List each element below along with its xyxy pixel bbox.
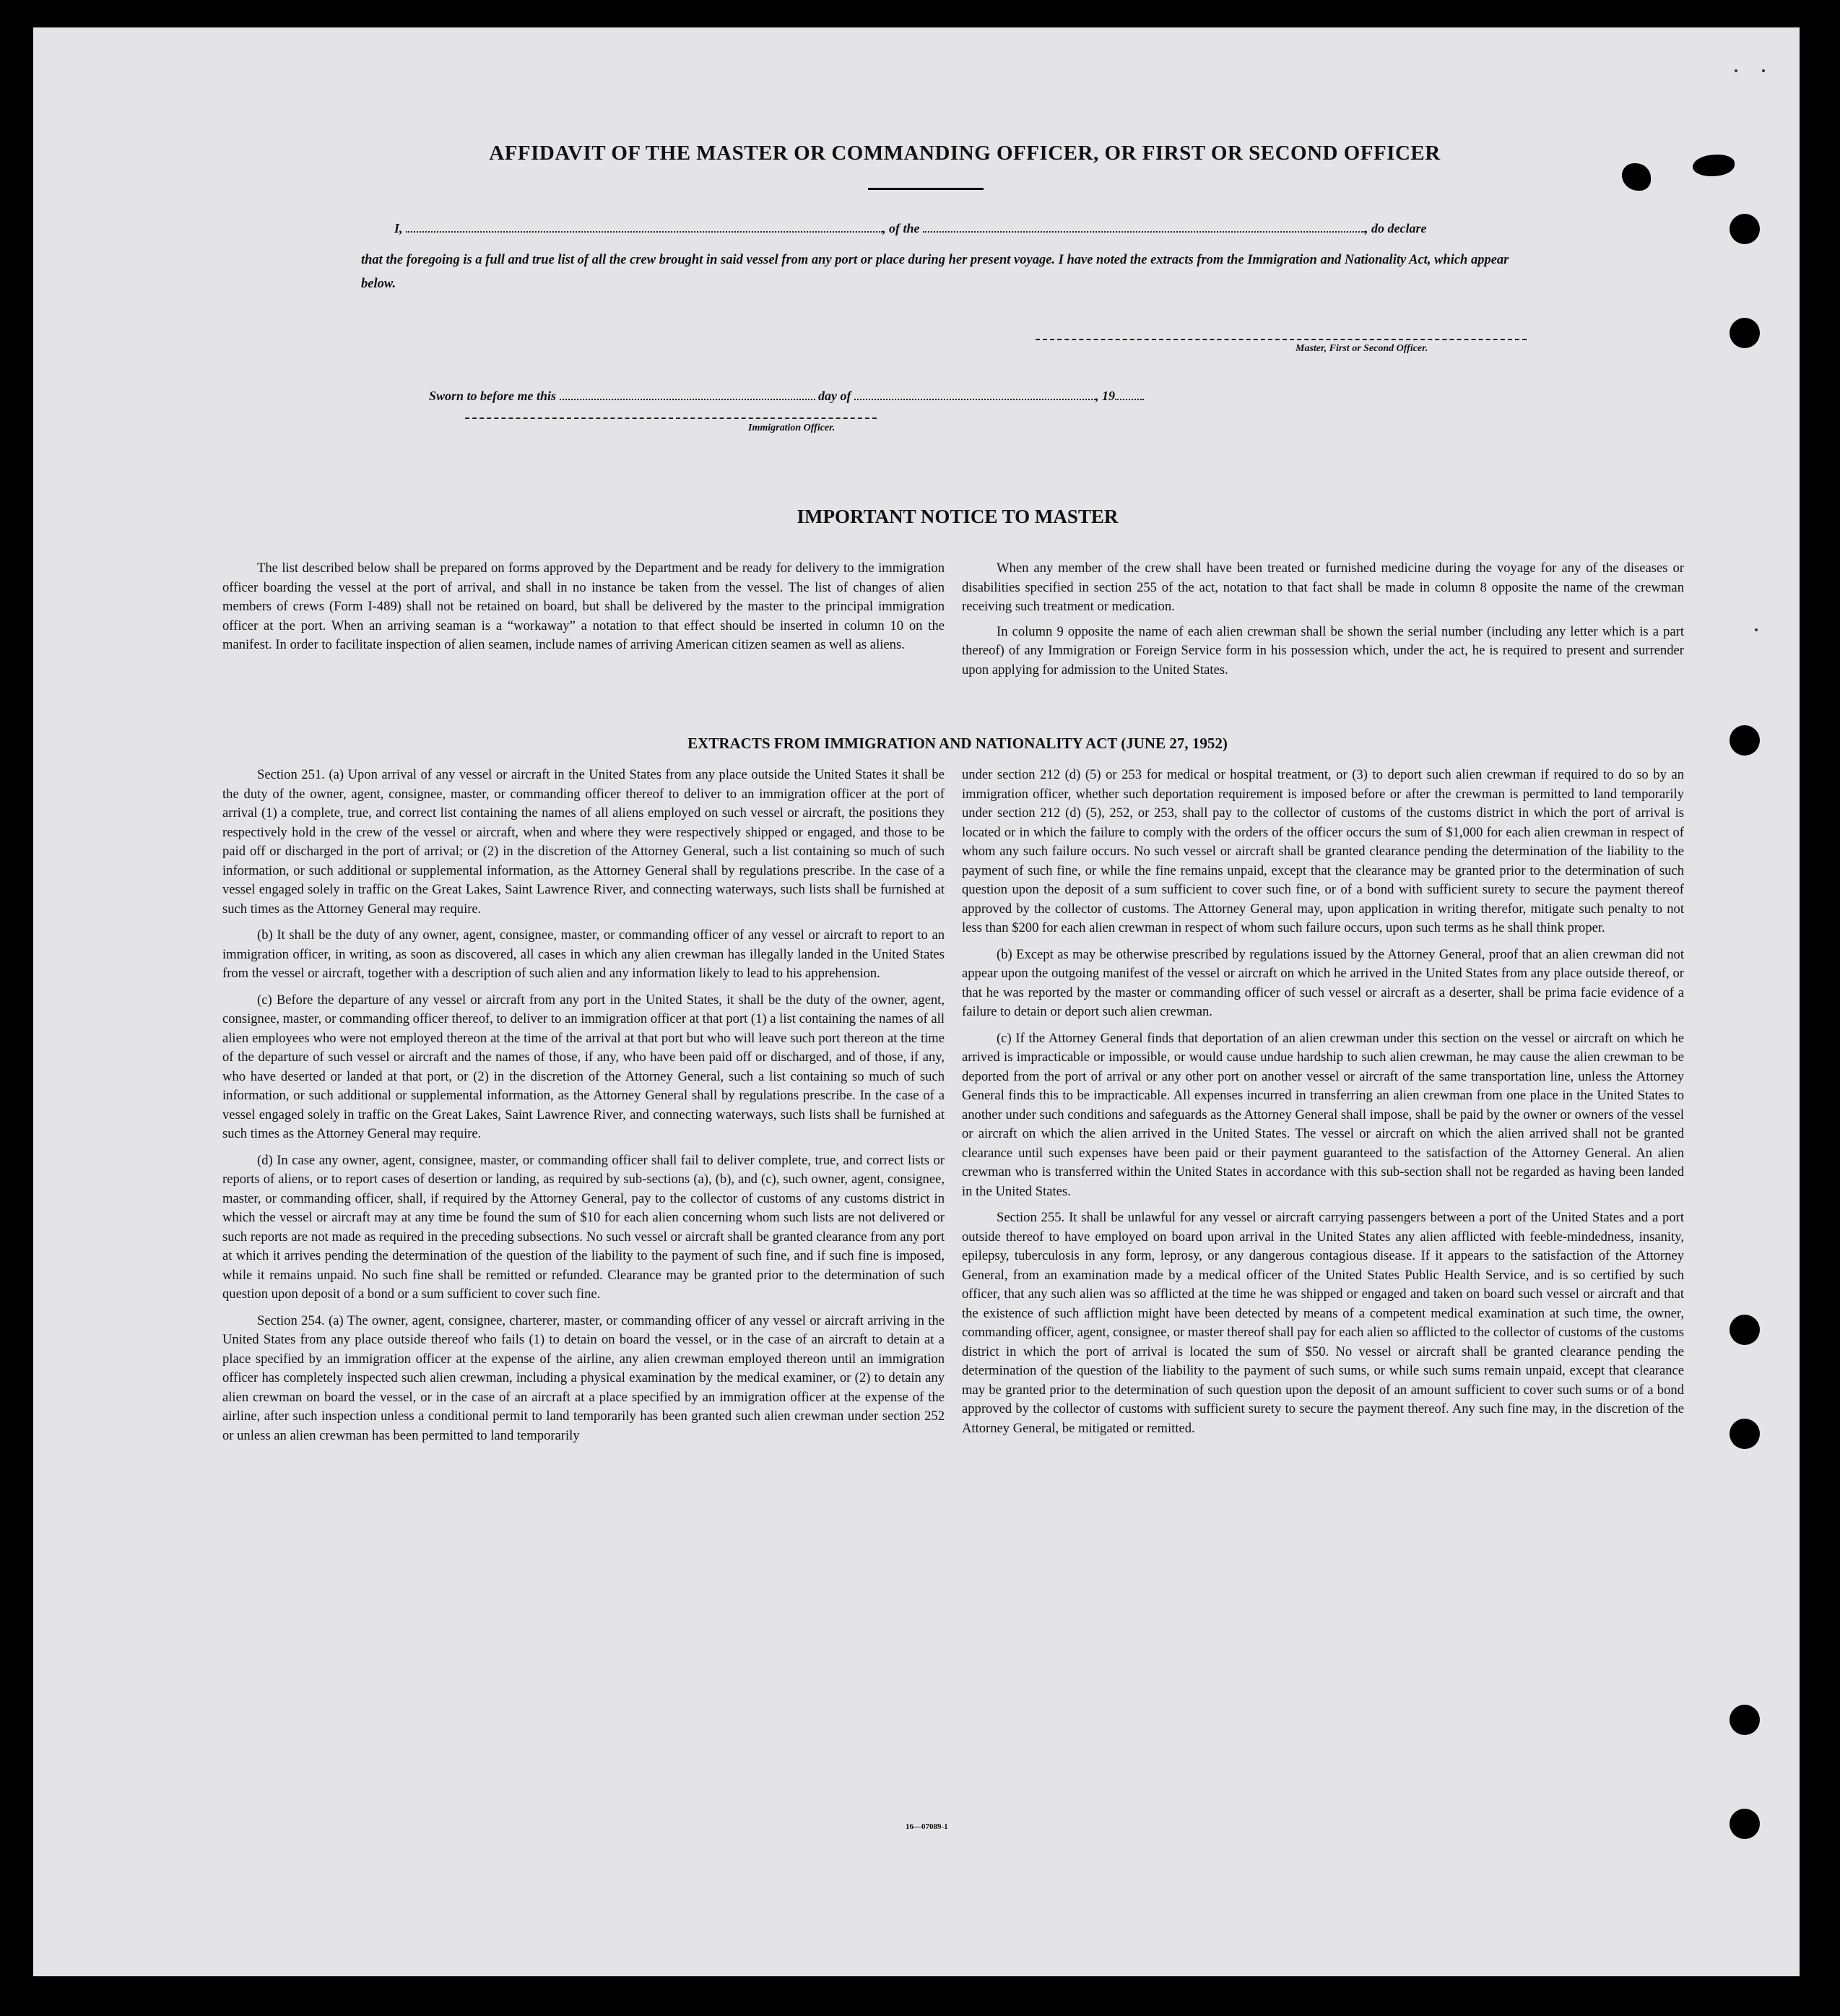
punch-hole — [1730, 1419, 1760, 1449]
ink-blot — [1693, 155, 1735, 176]
notice-paragraph: In column 9 opposite the name of each alien crewman shall be shown the serial number (including any letter which is a part thereof) of any Immigration or Foreign Service form in his possession which, under the act, he is required to present and surrender upon applying for admission to the United States. — [962, 623, 1684, 678]
notice-heading: IMPORTANT NOTICE TO MASTER — [797, 506, 1119, 527]
extracts-left-column — [222, 766, 945, 1453]
officer-signature-line[interactable] — [465, 418, 877, 419]
form-title: AFFIDAVIT OF THE MASTER OR COMMANDING OFFICER, OR FIRST OR SECOND OFFICER — [489, 142, 1441, 165]
section-paragraph: under section 212 (d) (5) or 253 for medical or hospital treatment, or (3) to deport such alien crewman if required to do so by an immigration officer, whether such deportation requirement is imposed before or after the crewman is permitted to land temporarily under section 212 (d) (5), 252, or 253, shall pay to the collector of customs of the customs district in which the port of arrival is located or in which the failure to comply with the orders of the officer occurs the sum of $1,000 for each alien crewman in respect of whom any such failure occurs. No such vessel or aircraft shall be granted clearance pending the determination of the liability to the payment of such fine, or while the fine remains unpaid, except that the clearance may be granted prior to the determination of such question upon the deposit of a sum sufficient to cover such fine, or of a bond with sufficient surety to secure the payment thereof approved by the collector of customs. The Attorney General may, upon application in writing therefor, mitigate such penalty to not less than $200 for each alien crewman in respect of whom such failure occurs, upon such terms as he shall think proper. — [962, 767, 1684, 935]
sworn-year-prefix: , 19 — [1095, 389, 1116, 403]
speck — [1755, 628, 1758, 631]
sworn-line — [429, 389, 1144, 404]
notice-right-column — [962, 559, 1684, 685]
section-paragraph: Section 255. It shall be unlawful for any vessel or aircraft carrying passengers between a port of the United States and a port outside thereof to have employed on board upon arrival in the United States any alien afflicted with feeble-mindedness, insanity, epilepsy, tuberculosis in any form, leprosy, or any dangerous contagious disease. If it appears to the satisfaction of the Attorney General, from an examination made by a medical officer of the United States Public Health Service, and is so certified by such officer, that any such alien was so afflicted at the time he was shipped or engaged and taken on board such vessel or aircraft and that the existence of such affliction might have been detected by means of a competent medical examination at such time, the owner, commanding officer, agent, consignee, or master thereof shall pay for each alien so afflicted to the collector of customs of the customs district in which the port of arrival is located the sum of $50. No vessel or aircraft shall be granted clearance pending the determination of the question of the liability to the payment of such sums, or while such sums remain unpaid, except that clearance may be granted prior to the determination of such question upon the deposit of an amount sufficient to cover such sums or of a bond approved by the collector of customs with sufficient surety to secure the payment thereof. Any such fine may, in the discretion of the Attorney General, be mitigated or remitted. — [962, 1210, 1684, 1436]
section-paragraph: (b) It shall be the duty of any owner, agent, consignee, master, or commanding officer of any vessel or aircraft to report to an immigration officer, in writing, as soon as discovered, all cases in which any alien crewman has illegally landed in the United States from the vessel or aircraft, together with a description of such alien and any information likely to lead to his apprehension. — [222, 927, 945, 981]
document-page — [33, 27, 1800, 1976]
declaration-text: that the foregoing is a full and true list of all the crew brought in said vessel from any port or place during her present voyage. I have noted the extracts from the Immigration and Nationality Act, which appear below. — [361, 253, 1509, 291]
vessel-field[interactable] — [923, 221, 1365, 233]
section-paragraph: Section 251. (a) Upon arrival of any vessel or aircraft in the United States from any place outside the United States it shall be the duty of the owner, agent, consignee, master, or commanding officer thereof to deliver to an immigration officer at the port of arrival (1) a complete, true, and correct list containing the names of all aliens employed on such vessel or aircraft, the positions they respectively hold in the crew of the vessel or aircraft, when and where they were respectively shipped or engaged, and those to be paid off or discharged in the port of arrival; or (2) in the discretion of the Attorney General, such a list containing so much of such information, or such additional or supplemental information, as the Attorney General shall by regulations prescribe. In the case of a vessel engaged solely in traffic on the Great Lakes, Saint Lawrence River, and connecting waterways, such lists shall be furnished at such times as the Attorney General may require. — [222, 767, 945, 917]
sworn-year-field[interactable] — [1115, 389, 1144, 400]
declaration-line — [394, 221, 1427, 236]
sworn-day-of: day of — [818, 389, 851, 403]
punch-hole — [1730, 214, 1760, 244]
master-signature-label: Master, First or Second Officer. — [1296, 343, 1428, 354]
officer-signature-label: Immigration Officer. — [748, 423, 836, 433]
sworn-prefix: Sworn to before me this — [429, 389, 557, 403]
declaration-prefix: I, — [394, 221, 403, 235]
section-paragraph: (b) Except as may be otherwise prescribed by regulations issued by the Attorney General, proof that an alien crewman did not appear upon the outgoing manifest of the vessel or aircraft on which he arrived in the United States from any place outside thereof, or that he was reported by the master or commanding officer of such vessel or aircraft as a deserter, shall be prima facie evidence of a failure to detain or deport such alien crewman. — [962, 946, 1684, 1019]
extracts-right-column — [962, 766, 1684, 1445]
section-paragraph: Section 254. (a) The owner, agent, consignee, charterer, master, or commanding officer of any vessel or aircraft arriving in the United States from any place outside thereof who fails (1) to detain on board the vessel, or in the case of an aircraft to detain at a place specified by an immigration officer at the expense of the airline, any alien crewman employed thereon until an immigration officer has completely inspected such alien crewman, including a physical examination by the medical examiner, or (2) to detain any alien crewman on board the vessel, or in the case of an aircraft at a place specified by an immigration officer at the expense of the airline, after such inspection unless a conditional permit to land temporarily has been granted such alien crewman under section 252 or unless an alien crewman has been permitted to land temporarily — [222, 1312, 945, 1443]
notice-paragraph: When any member of the crew shall have been treated or furnished medicine during the voyage for any of the diseases or disabilities specified in section 255 of the act, notation to that fact shall be made in column 8 opposite the name of the crewman receiving such treatment or medication. — [962, 561, 1684, 614]
title-underline — [868, 188, 984, 190]
notice-paragraph: The list described below shall be prepared on forms approved by the Department and be ready for delivery to the immigration officer boarding the vessel at the port of arrival, and shall in no instance be taken from the vessel. The list of changes of alien members of crews (Form I-489) shall not be retained on board, but shall be delivered by the master to the principal immigration officer at the port. When an arriving seaman is a “workaway” a notation to that effect should be inserted in column 10 on the manifest. In order to facilitate inspection of alien seamen, include names of arriving American citizen seamen as well as aliens. — [222, 561, 945, 652]
section-paragraph: (d) In case any owner, agent, consignee, master, or commanding officer shall fail to deliver complete, true, and correct lists or reports of aliens, or to report cases of desertion or landing, as required by sub-sections (a), (b), and (c), such owner, agent, consignee, master, or commanding officer, shall, if required by the Attorney General, pay to the collector of customs of any customs district in which the vessel or aircraft may at any time be found the sum of $10 for each alien concerning whom such lists are not delivered or such reports are not made as required in the preceding subsections. No such vessel or aircraft shall be granted clearance from any port at which it arrives pending the determination of the question of the liability to the payment of such fine, and if such fine is imposed, while it remains unpaid. No such fine shall be remitted or refunded. Clearance may be granted prior to the determination of such question upon deposit of a bond or a sum sufficient to cover such fine. — [222, 1152, 945, 1302]
sworn-day-field[interactable] — [560, 389, 815, 400]
section-paragraph: (c) Before the departure of any vessel or aircraft from any port in the United States, it shall be the duty of the owner, agent, consignee, master, or commanding officer thereof, to deliver to an immigration officer at that port (1) a list containing the names of all alien employees who were not employed thereon at the time of the arrival at that port but who will leave such port thereon at the time of the departure of such vessel or aircraft and the names of those, if any, who have been paid off or discharged, and of those, if any, who have deserted or landed at that port, or (2) in the discretion of the Attorney General, such a list containing so much of such information, or such additional or supplemental information, as the Attorney General shall by regulations prescribe. In the case of a vessel engaged solely in traffic on the Great Lakes, Saint Lawrence River, and connecting waterways, such lists shall be furnished at such times as the Attorney General may require. — [222, 992, 945, 1141]
punch-hole — [1730, 318, 1760, 348]
ink-blot — [1622, 163, 1651, 191]
declaration-of-the: , of the — [882, 221, 920, 235]
speck — [1762, 69, 1765, 72]
master-signature-line[interactable] — [1036, 339, 1527, 340]
punch-hole — [1730, 1705, 1760, 1735]
notice-left-column — [222, 559, 945, 661]
name-field[interactable] — [406, 221, 882, 233]
extracts-heading: EXTRACTS FROM IMMIGRATION AND NATIONALITY ACT (JUNE 27, 1952) — [687, 735, 1228, 752]
speck — [1735, 69, 1737, 72]
form-code: 16—07089-1 — [906, 1822, 948, 1831]
punch-hole — [1730, 725, 1760, 756]
section-paragraph: (c) If the Attorney General finds that deportation of an alien crewman under this section on the vessel or aircraft on which he arrived is impracticable or impossible, or would cause undue hardship to such alien crewman, he may cause the alien crewman to be deported from the port of arrival or any other port on another vessel or aircraft of the same transportation line, unless the Attorney General finds this to be impracticable. All expenses incurred in transferring an alien crewman from one place in the United States to another under such conditions and safeguards as the Attorney General shall impose, shall be paid by the owner or owners of the vessel or aircraft on which the alien arrived in the United States. The vessel or aircraft on which the alien arrived shall not be granted clearance until such expenses have been paid or their payment guaranteed to the satisfaction of the Attorney General. An alien crewman who is transferred within the United States in accordance with this sub-section shall not be regarded as having been landed in the United States. — [962, 1030, 1684, 1199]
sworn-month-field[interactable] — [854, 389, 1095, 400]
declaration-suffix: , do declare — [1365, 221, 1427, 235]
punch-hole — [1730, 1809, 1760, 1839]
punch-hole — [1730, 1315, 1760, 1345]
